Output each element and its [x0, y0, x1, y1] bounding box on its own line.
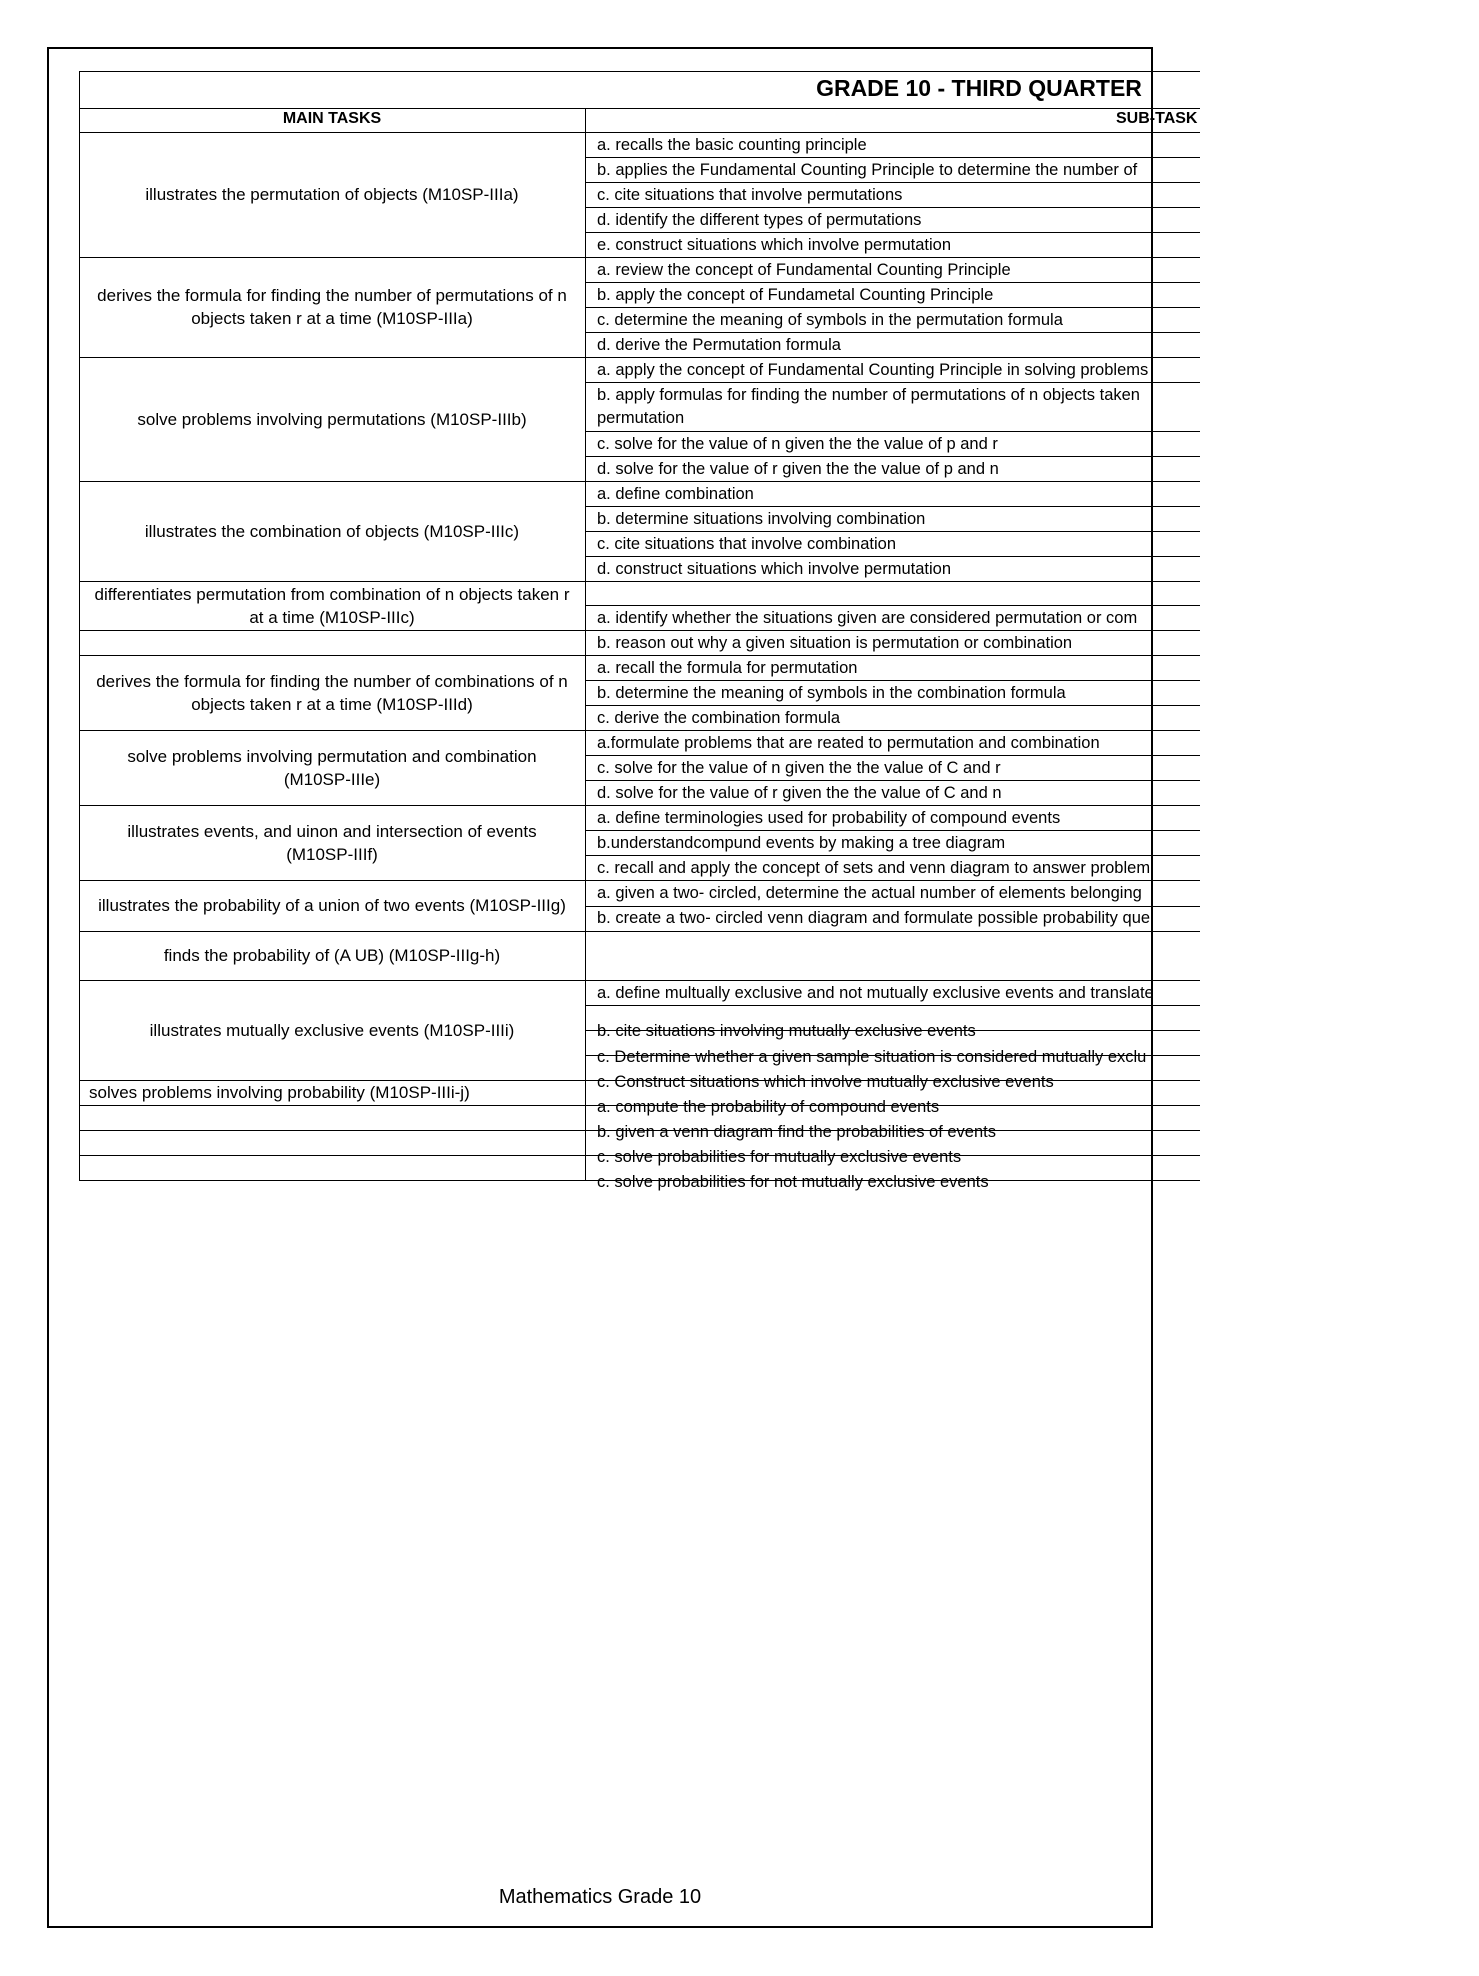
table-rule	[585, 680, 1200, 681]
table-rule	[585, 506, 1200, 507]
sub-task: c. solve probabilities for mutually exclusive events	[597, 1148, 962, 1166]
competency-table	[79, 71, 1200, 1191]
table-rule	[585, 182, 1200, 183]
sub-task: a. recall the formula for permutation	[597, 659, 858, 677]
sub-task: a. apply the concept of Fundamental Counting Principle in solving problems	[597, 361, 1149, 379]
sub-task: a. identify whether the situations given are considered permutation or com	[597, 609, 1138, 627]
table-rule	[585, 456, 1200, 457]
sub-task: a. define terminologies used for probability of compound events	[597, 809, 1061, 827]
main-task-cell: solve problems involving permutation and combination (M10SP-IIIe)	[127, 746, 537, 789]
sub-task: d. construct situations which involve permutation	[597, 560, 952, 578]
table-rule	[585, 207, 1200, 208]
table-rule	[585, 531, 1200, 532]
sub-task: b. apply the concept of Fundametal Counting Principle	[597, 286, 994, 304]
main-task-cell: solve problems involving permutations (M10SP-IIIb)	[137, 409, 527, 429]
main-task-cell: solves problems involving probability (M10SP-IIIi-j)	[89, 1083, 470, 1102]
sub-task: c. Determine whether a given sample situation is considered mutually exclu	[597, 1048, 1147, 1066]
main-task-cell: differentiates permutation from combination of n objects taken r at a time (M10SP-IIIc)	[94, 584, 570, 627]
main-task-cell: illustrates mutually exclusive events (M10SP-IIIi)	[149, 1020, 515, 1040]
sub-task: c. cite situations that involve combination	[597, 535, 896, 553]
sub-task: c. solve probabilities for not mutually exclusive events	[597, 1173, 989, 1191]
sub-task: c. derive the combination formula	[597, 709, 841, 727]
sub-task: a.formulate problems that are reated to permutation and combination	[597, 734, 1100, 752]
main-task-cell: finds the probability of (A UB) (M10SP-IIIg-h)	[163, 946, 501, 965]
table-rule	[585, 157, 1200, 158]
table-rule	[585, 108, 586, 1181]
table-rule	[79, 630, 1200, 631]
page-footer: Mathematics Grade 10	[498, 1886, 702, 1908]
sub-task: b. apply formulas for finding the number of permutations of n objects taken permutation	[597, 386, 1140, 427]
sub-task: b. determine situations involving combination	[597, 510, 926, 528]
table-rule	[585, 855, 1200, 856]
sub-task: a. review the concept of Fundamental Counting Principle	[597, 261, 1011, 279]
sub-task: c. recall and apply the concept of sets and venn diagram to answer problem	[597, 859, 1151, 877]
table-rule	[585, 431, 1200, 432]
table-rule	[585, 1005, 1200, 1006]
sub-task: b. determine the meaning of symbols in the combination formula	[597, 684, 1066, 702]
table-rule	[585, 332, 1200, 333]
main-task-cell: illustrates events, and uinon and intersection of events (M10SP-IIIf)	[127, 821, 537, 864]
main-task-cell: illustrates the permutation of objects (M10SP-IIIa)	[145, 185, 519, 204]
sub-task: b. create a two- circled venn diagram and formulate possible probability que	[597, 909, 1151, 927]
sub-task: c. determine the meaning of symbols in the permutation formula	[597, 311, 1063, 329]
main-tasks-header: MAIN TASKS	[282, 110, 382, 127]
sub-task: b. applies the Fundamental Counting Principle to determine the number of	[597, 161, 1138, 179]
sub-task: a. define multually exclusive and not mutually exclusive events and translate	[597, 984, 1154, 1002]
main-task-cell: derives the formula for finding the number of combinations of n objects taken r at a time (M10SP-IIId)	[96, 671, 568, 714]
table-rule	[585, 232, 1200, 233]
sub-task: e. construct situations which involve permutation	[597, 236, 952, 254]
table-rule	[585, 556, 1200, 557]
table-rule	[585, 382, 1200, 383]
table-rule	[585, 830, 1200, 831]
table-rule	[585, 755, 1200, 756]
table-rule	[585, 307, 1200, 308]
sub-task: a. recalls the basic counting principle	[597, 136, 867, 154]
sub-task: b. cite situations involving mutually exclusive events	[597, 1022, 976, 1040]
page-title: GRADE 10 - THIRD QUARTER	[816, 75, 1142, 101]
table-rule	[79, 108, 1200, 109]
sub-task: c. Construct situations which involve mutually exclusive events	[597, 1073, 1054, 1091]
main-task-cell: derives the formula for finding the number of permutations of n objects taken r at a time (M10SP-IIIa)	[97, 286, 567, 328]
table-rule	[585, 780, 1200, 781]
sub-task: b. given a venn diagram find the probabilities of events	[597, 1123, 996, 1141]
main-task-cell: illustrates the probability of a union of two events (M10SP-IIIg)	[98, 896, 566, 915]
sub-task: c. cite situations that involve permutations	[597, 186, 903, 204]
table-rule	[585, 605, 1200, 606]
table-rule	[79, 71, 1200, 72]
sub-task: c. solve for the value of n given the the value of C and r	[597, 759, 1001, 777]
sub-task: b. reason out why a given situation is permutation or combination	[597, 634, 1073, 652]
sub-task: d. derive the Permutation formula	[597, 336, 841, 354]
sub-task: a. compute the probability of compound events	[597, 1098, 940, 1116]
sub-task: b.understandcompund events by making a tree diagram	[597, 834, 1006, 852]
sub-task: d. solve for the value of r given the the value of p and n	[597, 460, 999, 478]
sub-task-header: SUB-TASK	[1116, 110, 1198, 127]
table-rule	[585, 705, 1200, 706]
sub-task: a. given a two- circled, determine the actual number of elements belonging	[597, 884, 1142, 902]
sub-task: c. solve for the value of n given the the value of p and r	[597, 435, 998, 453]
main-task-cell: illustrates the combination of objects (M10SP-IIIc)	[144, 521, 520, 541]
sub-task: a. define combination	[597, 485, 754, 503]
sub-task: d. solve for the value of r given the the value of C and n	[597, 784, 1002, 802]
table-rule	[585, 282, 1200, 283]
sub-task: d. identify the different types of permutations	[597, 211, 922, 229]
